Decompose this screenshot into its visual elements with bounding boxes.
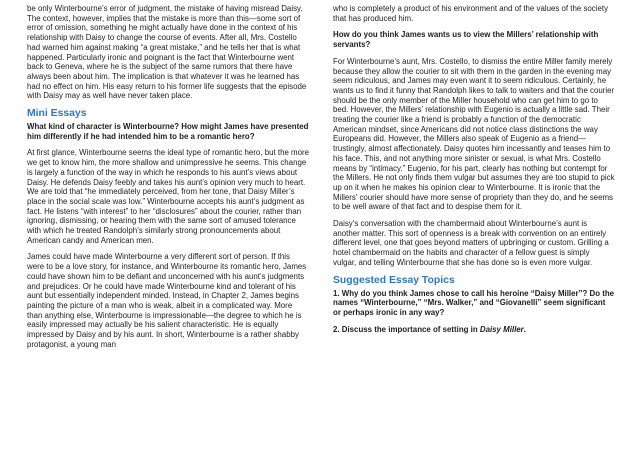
section-heading-essay-topics: Suggested Essay Topics (333, 274, 455, 286)
left-column (27, 4, 309, 357)
paragraph: Daisy’s conversation with the chambermaid about Winterbourne’s aunt is another matter. This sort of openness is a break with convention on an entirely different level, one that goes beyond matters of upbringing or custom. Grilling a hotel chambermaid on the habits and character of a fellow guest is simply vulgar, and telling Winterbourne that she has done so is even more vulgar. (333, 219, 609, 267)
section-heading-mini-essays: Mini Essays (27, 108, 87, 120)
paragraph: who is completely a product of his environment and of the values of the society that has produced him. (333, 4, 609, 23)
essay-question: What kind of character is Winterbourne? How might James have presented him differently if he had intended him to be a romantic hero? (27, 122, 309, 141)
paragraph: James could have made Winterbourne a very different sort of person. If this were to be a love story, for instance, and Winterbourne its romantic hero, James could have shown him to be defiant and unconcerned with his aunt’s judgments and prejudices. Or he could have made Winterbourne kind and tolerant of his aunt but essentially independent minded. Instead, in Chapter 2, James begins painting the picture of a man who is weak, albeit in a complicated way. More than anything else, Winterbourne is impressionable—the degree to which he is easily impressed may actually be his salient characteristic. He is equally impressed by Daisy and by his aunt. In short, Winterbourne is a rather shabby protagonist, a young man (27, 252, 307, 349)
right-column (333, 4, 615, 341)
essay-topic-prefix: 2. Discuss the importance of setting in (333, 324, 480, 334)
paragraph: At first glance, Winterbourne seems the ideal type of romantic hero, but the more we get to know him, the more shallow and unimpressive he seems. This change is largely a function of the way in which he responds to his aunt’s views about Daisy. He defends Daisy feebly and takes his aunt’s opinion very much to heart. We are told that “he immediately perceived, from her tone, that Daisy Miller’s place in the social scale was low.” Winterbourne accepts his aunt’s judgment as fact. He listens “with interest” to her “disclosures” about the courier, rather than ignoring, dismissing, or hearing them with the same sort of amused tolerance with which he treated Randolph’s similarly strong pronouncements about American candy and American men. (27, 148, 310, 245)
book-title: Daisy Miller (479, 324, 524, 334)
paragraph: For Winterbourne’s aunt, Mrs. Costello, to dismiss the entire Miller family merely because they allow the courier to sit with them in the garden in the evening may seem ridiculous, and James may even want it to seem ridiculous. Certainly, he wants us to find it funny that Randolph likes to talk to waiters and that the courier should be the only member of the Miller household who can get him to go to bed. However, the Millers’ relationship with Eugenio is actually a little sad. Their treating the courier like a friend is probably a function of the democratic American mindset, since Americans did not notice class distinctions the way Europeans did. However, the Millers also speak of Eugenio as a friend—trustingly, almost affectionately. Daisy quotes him incessantly and teases him to his face. This, and not anything more sinister or sexual, is what Mrs. Costello means by “intimacy.” Eugenio, for his part, clearly has nothing but contempt for the Millers. He not only finds them vulgar but assumes they are too stupid to pick up on it when he makes his opinion clear to Winterbourne. It is ironic that the Millers’ courier should have more sense of propriety than they do, and he seems to be well aware of that fact and to despise them for it. (333, 56, 615, 212)
essay-question: How do you think James wants us to view the Millers’ relationship with servants? (333, 30, 599, 50)
essay-topic-suffix: . (523, 324, 526, 334)
paragraph: be only Winterbourne’s error of judgment, the mistake of having misread Daisy. The context, however, implies that the mistake is more than this—some sort of error of omission, something he might actually have done in the context of his relationship with Daisy to change the course of events. After all, Mrs. Costello had warned him against making “a great mistake,” and he tells her that is what happened. Particularly ironic and poignant is the fact that Winterbourne went back to Geneva, where he is the subject of the same rumors that there have always been about him. The implication is that whatever it was he learned has had no effect on him. His easy return to his former life suggests that the episode with Daisy may as well have never taken place. (27, 4, 307, 101)
essay-topic: 1. Why do you think James chose to call his heroine “Daisy Miller”? Do the names “Winterbourne,” “Mrs. Walker,” and “Giovanelli” seem significant or perhaps ironic in any way? (333, 288, 615, 317)
essay-topic (333, 325, 615, 335)
